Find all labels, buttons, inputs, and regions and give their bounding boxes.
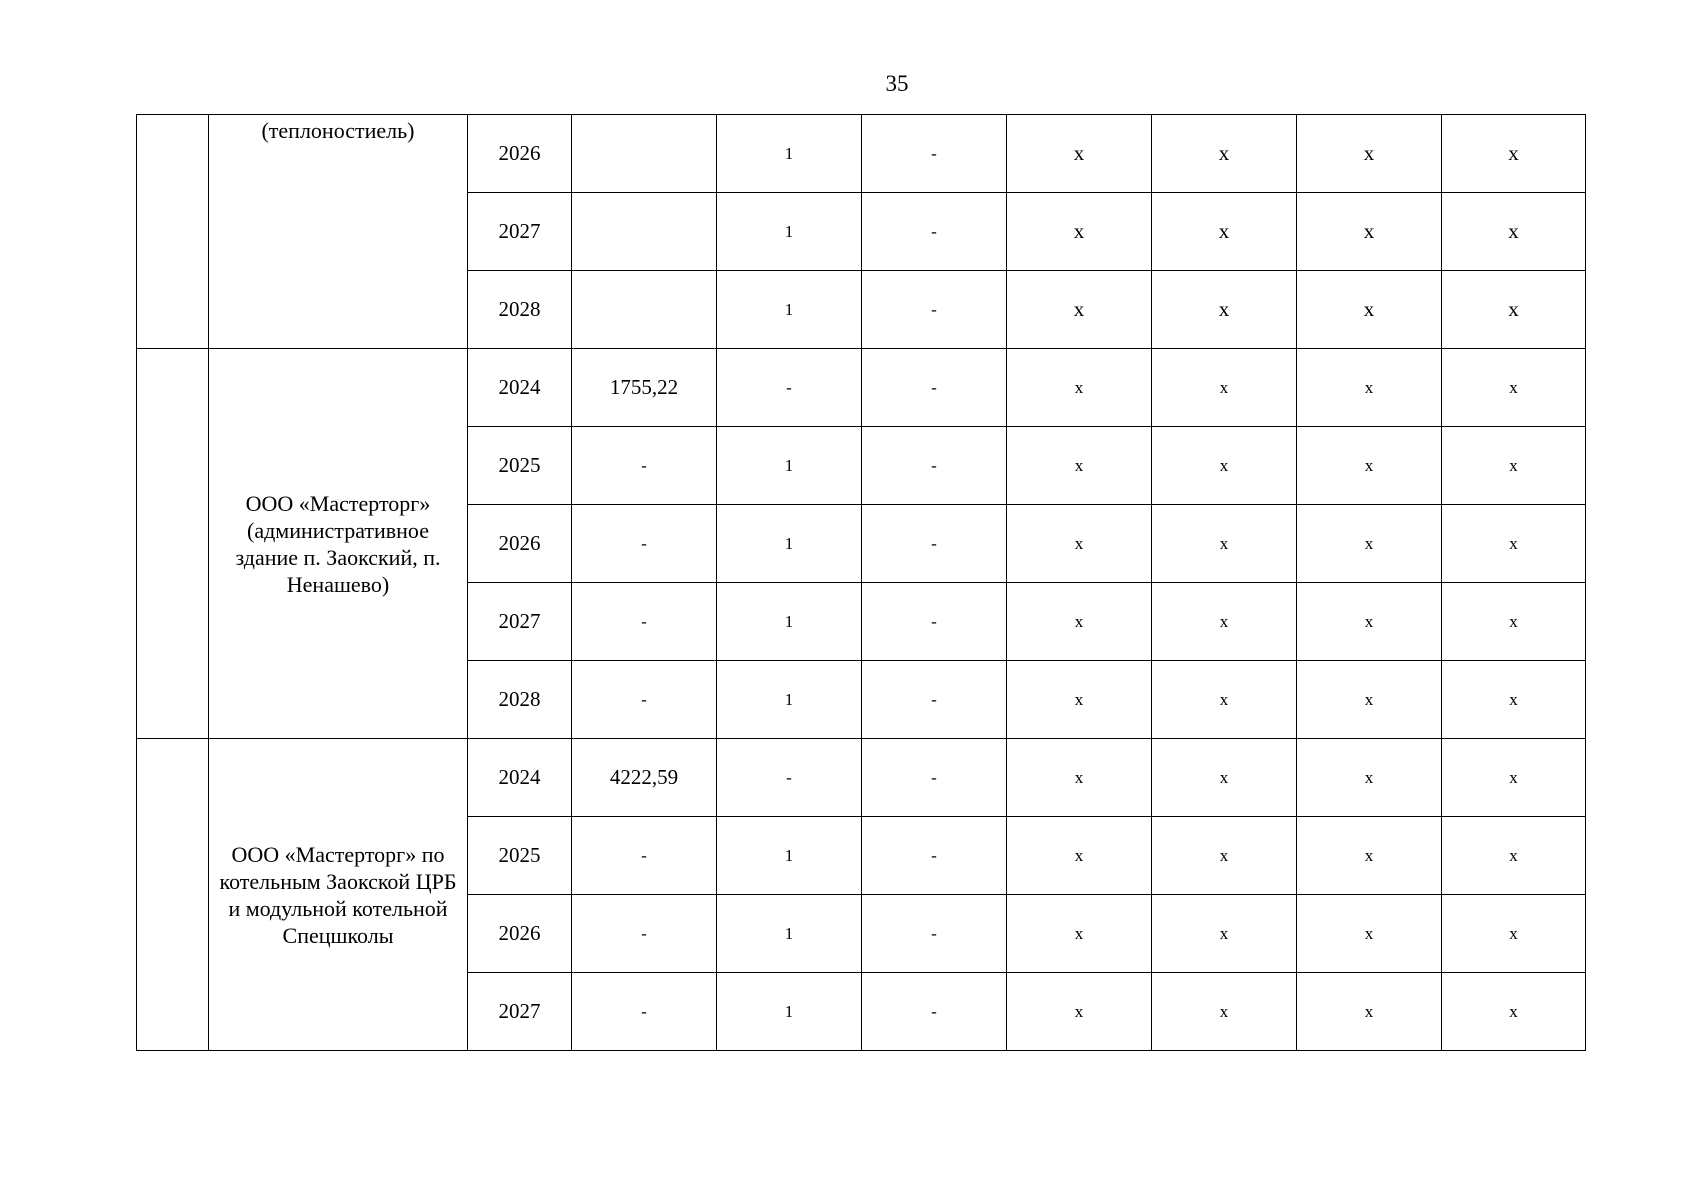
value-cell: x	[1007, 973, 1152, 1051]
number-cell	[137, 739, 209, 1051]
value-cell: x	[1297, 583, 1442, 661]
organization-name: ООО «Мастерторг» по котельным Заокской ЦРБ и модульной котельной Спецшколы	[209, 739, 468, 1051]
year-cell: 2028	[468, 661, 572, 739]
value-cell: x	[1007, 427, 1152, 505]
table-row	[137, 739, 1586, 817]
value-cell: x	[1297, 427, 1442, 505]
value-cell: -	[572, 661, 717, 739]
value-cell: -	[572, 895, 717, 973]
value-cell: -	[862, 739, 1007, 817]
value-cell: -	[862, 895, 1007, 973]
value-cell: x	[1007, 193, 1152, 271]
value-cell: x	[1442, 193, 1586, 271]
value-cell: x	[1152, 193, 1297, 271]
value-cell: x	[1007, 895, 1152, 973]
value-cell: x	[1152, 817, 1297, 895]
value-cell: x	[1007, 739, 1152, 817]
organization-name: ООО «Мастерторг» (административное здание п. Заокский, п. Ненашево)	[209, 349, 468, 739]
value-cell: x	[1442, 427, 1586, 505]
value-cell: x	[1442, 895, 1586, 973]
value-cell: -	[717, 349, 862, 427]
value-cell: x	[1152, 739, 1297, 817]
value-cell: x	[1152, 583, 1297, 661]
value-cell: x	[1007, 271, 1152, 349]
value-cell: -	[572, 973, 717, 1051]
value-cell: x	[1152, 661, 1297, 739]
value-cell: -	[862, 661, 1007, 739]
value-cell: -	[572, 583, 717, 661]
year-cell: 2024	[468, 739, 572, 817]
value-cell: x	[1152, 505, 1297, 583]
organization-name: (теплоностиель)	[209, 115, 468, 349]
value-cell: x	[1297, 739, 1442, 817]
year-cell: 2027	[468, 583, 572, 661]
value-cell: x	[1007, 817, 1152, 895]
value-cell: -	[862, 349, 1007, 427]
value-cell: x	[1442, 271, 1586, 349]
value-cell: -	[862, 583, 1007, 661]
value-cell: -	[862, 271, 1007, 349]
value-cell: 1	[717, 271, 862, 349]
value-cell: x	[1297, 271, 1442, 349]
value-cell: x	[1007, 583, 1152, 661]
value-cell	[572, 193, 717, 271]
value-cell: x	[1442, 661, 1586, 739]
value-cell: -	[862, 817, 1007, 895]
number-cell	[137, 349, 209, 739]
year-cell: 2028	[468, 271, 572, 349]
value-cell: x	[1007, 115, 1152, 193]
year-cell: 2027	[468, 973, 572, 1051]
value-cell: 1	[717, 895, 862, 973]
year-cell: 2026	[468, 505, 572, 583]
value-cell: x	[1297, 817, 1442, 895]
value-cell: x	[1297, 115, 1442, 193]
value-cell: 1	[717, 817, 862, 895]
value-cell: x	[1442, 505, 1586, 583]
year-cell: 2026	[468, 895, 572, 973]
value-cell: x	[1152, 349, 1297, 427]
value-cell: 1	[717, 427, 862, 505]
value-cell: x	[1442, 973, 1586, 1051]
value-cell: x	[1007, 661, 1152, 739]
value-cell: x	[1152, 271, 1297, 349]
value-cell: -	[572, 505, 717, 583]
value-cell: x	[1297, 505, 1442, 583]
value-cell: 4222,59	[572, 739, 717, 817]
value-cell: 1	[717, 193, 862, 271]
page-number: 35	[885, 71, 909, 96]
year-cell: 2027	[468, 193, 572, 271]
value-cell: -	[862, 193, 1007, 271]
value-cell: x	[1442, 739, 1586, 817]
value-cell: x	[1152, 115, 1297, 193]
year-cell: 2026	[468, 115, 572, 193]
value-cell: -	[862, 427, 1007, 505]
year-cell: 2024	[468, 349, 572, 427]
value-cell: x	[1152, 973, 1297, 1051]
number-cell	[137, 115, 209, 349]
year-cell: 2025	[468, 817, 572, 895]
value-cell	[572, 271, 717, 349]
value-cell: x	[1442, 115, 1586, 193]
value-cell: x	[1297, 349, 1442, 427]
value-cell: x	[1297, 661, 1442, 739]
table-row	[137, 349, 1586, 427]
value-cell: -	[862, 973, 1007, 1051]
value-cell: x	[1152, 427, 1297, 505]
value-cell: 1	[717, 973, 862, 1051]
value-cell: x	[1442, 349, 1586, 427]
value-cell: x	[1442, 583, 1586, 661]
data-table	[136, 114, 1586, 1051]
value-cell: 1	[717, 661, 862, 739]
value-cell	[572, 115, 717, 193]
value-cell: 1755,22	[572, 349, 717, 427]
value-cell: x	[1007, 505, 1152, 583]
value-cell: 1	[717, 583, 862, 661]
value-cell: 1	[717, 115, 862, 193]
value-cell: x	[1297, 895, 1442, 973]
value-cell: x	[1297, 973, 1442, 1051]
value-cell: x	[1007, 349, 1152, 427]
value-cell: -	[862, 115, 1007, 193]
table-row	[137, 115, 1586, 193]
value-cell: -	[717, 739, 862, 817]
value-cell: x	[1152, 895, 1297, 973]
value-cell: x	[1442, 817, 1586, 895]
value-cell: -	[572, 817, 717, 895]
value-cell: -	[862, 505, 1007, 583]
value-cell: 1	[717, 505, 862, 583]
value-cell: -	[572, 427, 717, 505]
value-cell: x	[1297, 193, 1442, 271]
year-cell: 2025	[468, 427, 572, 505]
